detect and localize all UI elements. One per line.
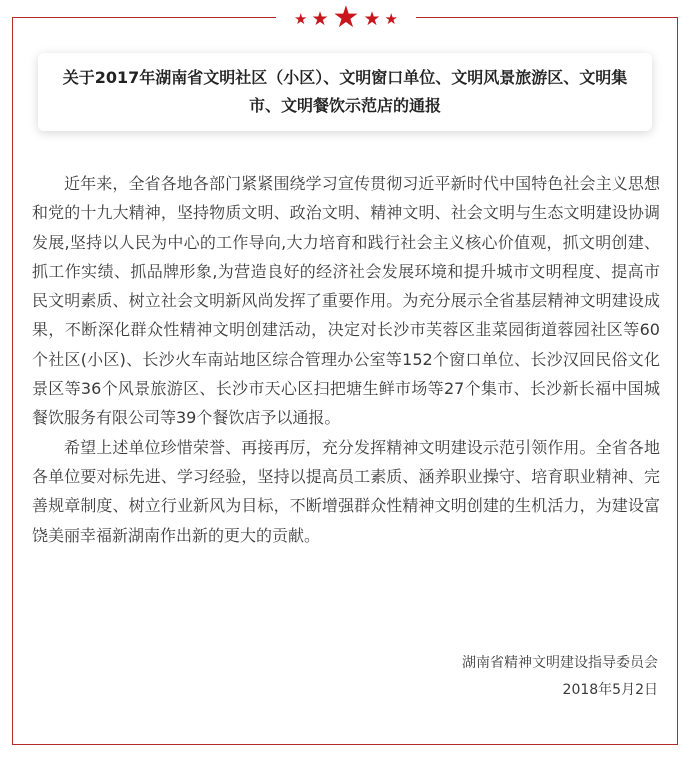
star-icon: ★	[311, 8, 329, 30]
star-icon: ★	[332, 0, 360, 35]
issuing-organization: 湖南省精神文明建设指导委员会	[462, 655, 658, 671]
star-icon: ★	[294, 10, 308, 28]
body-paragraph: 近年来，全省各地各部门紧紧围绕学习宣传贯彻习近平新时代中国特色社会主义思想和党的十九大精神，坚持物质文明、政治文明、精神文明、社会文明与生态文明建设协调发展,坚持以人民为中心的工作导向,大力培育和践行社会主义核心价值观，抓文明创建、抓工作实绩、抓品牌形象,为营造良好的经济社会发展环境和提升城市文明程度、提高市民文明素质、树立社会文明新风尚发挥了重要作用。为充分展示全省基层精神文明建设成果，不断深化群众性精神文明创建活动，决定对长沙市芙蓉区韭菜园街道蓉园社区等60个社区(小区)、长沙火车南站地区综合管理办公室等152个窗口单位、长沙汉回民俗文化景区等36个风景旅游区、长沙市天心区扫把塘生鲜市场等27个集市、长沙新长福中国城餐饮服务有限公司等39个餐饮店予以通报。	[32, 174, 660, 428]
notice-title: 关于2017年湖南省文明社区（小区）、文明窗口单位、文明风景旅游区、文明集市、文明餐饮示范店的通报	[62, 68, 628, 115]
issue-date: 2018年5月2日	[562, 682, 658, 698]
notice-body	[32, 169, 660, 550]
star-icon: ★	[384, 10, 398, 28]
title-card	[38, 53, 652, 131]
signature-block	[462, 650, 658, 704]
star-icon: ★	[363, 8, 381, 30]
body-paragraph: 希望上述单位珍惜荣誉、再接再厉，充分发挥精神文明建设示范引领作用。全省各地各单位要对标先进、学习经验，坚持以提高员工素质、涵养职业操守、培育职业精神、完善规章制度、树立行业新风为目标，不断增强群众性精神文明创建的生机活力，为建设富饶美丽幸福新湖南作出新的更大的贡献。	[32, 437, 660, 545]
star-ornament	[276, 0, 416, 34]
